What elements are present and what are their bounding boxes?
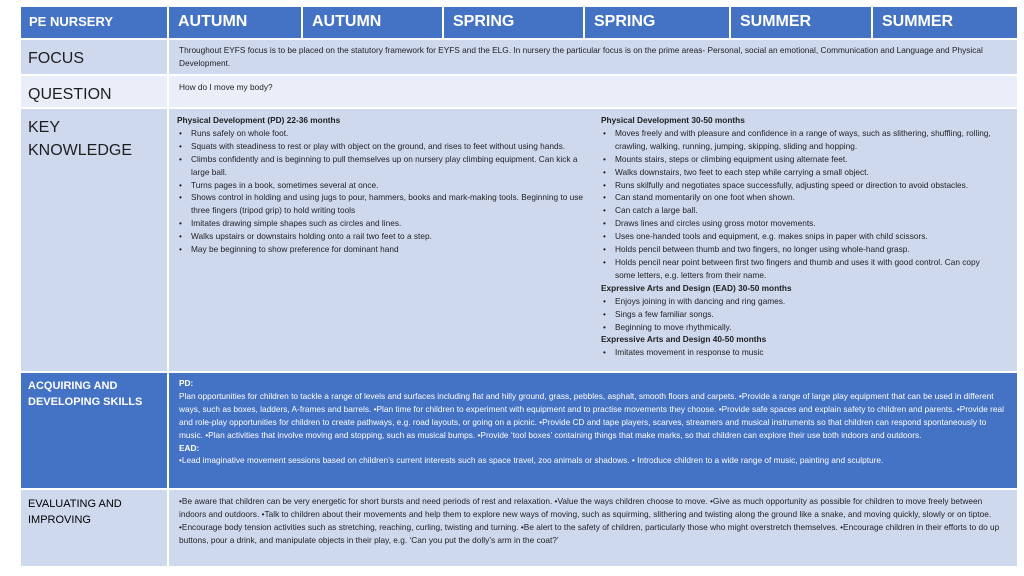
pd-22-36-list bbox=[177, 127, 585, 256]
list-item: • Imitates movement in response to music bbox=[601, 346, 999, 359]
list-item: • Turns pages in a book, sometimes several at once. bbox=[177, 179, 585, 192]
question-text: How do I move my body? bbox=[179, 82, 273, 92]
acquiring-pd-text: Plan opportunities for children to tackle a range of levels and surfaces including flat and hilly ground, grass, pebbles, asphalt, smooth floors and carpets. •Provide a range of large play equipment that can be used in different ways, such as boxes, ladders, A-frames and barrels. •Plan time for children to experiment with equipment and to practise movements they choose. •Provide safe spaces and explain safety to children and parents. •Provide real and role-play opportunities for children to create pathways, e.g. road layouts, or going on a picnic. •Provide CD and tape players, scarves, streamers and musical instruments so that children can respond spontaneously to music. •Plan activities that involve moving and stopping, such as musical bumps. •Provide ‘tool boxes’ containing things that make marks, so that children can explore their use both indoors and outdoors. bbox=[179, 390, 1005, 440]
term-spring-1: SPRING bbox=[444, 7, 585, 38]
list-item: • Sings a few familiar songs. bbox=[601, 308, 999, 321]
term-summer-2: SUMMER bbox=[882, 13, 954, 30]
list-item: • Moves freely and with pleasure and confidence in a range of ways, such as slithering, shuffling, rolling, crawling, walking, running, jumping, skipping, sliding and hopping. bbox=[601, 127, 999, 153]
list-item: • Draws lines and circles using gross motor movements. bbox=[601, 217, 999, 230]
acquiring-label: ACQUIRING AND DEVELOPING SKILLS bbox=[21, 373, 169, 488]
list-item: • Imitates drawing simple shapes such as circles and lines. bbox=[177, 217, 585, 230]
list-item: • Climbs confidently and is beginning to pull themselves up on nursery play climbing equipment. Can kick a large ball. bbox=[177, 153, 585, 179]
header-row bbox=[21, 7, 1017, 40]
list-item: • Runs safely on whole foot. bbox=[177, 127, 585, 140]
list-item: • Runs skilfully and negotiates space successfully, adjusting speed or direction to avoid obstacles. bbox=[601, 179, 999, 192]
acquiring-row bbox=[21, 373, 1017, 490]
list-item: • Walks upstairs or downstairs holding onto a rail two feet to a step. bbox=[177, 230, 585, 243]
list-item: • Squats with steadiness to rest or play with object on the ground, and rises to feet without using hands. bbox=[177, 140, 585, 153]
key-knowledge-label: KEY KNOWLEDGE bbox=[21, 109, 169, 371]
pd-30-50-title: Physical Development 30-50 months bbox=[601, 115, 745, 125]
list-item: • Walks downstairs, two feet to each step while carrying a small object. bbox=[601, 166, 999, 179]
term-summer-1: SUMMER bbox=[731, 7, 873, 38]
acquiring-ead-title: EAD: bbox=[179, 442, 200, 453]
key-knowledge-row bbox=[21, 109, 1017, 373]
evaluating-text: •Be aware that children can be very energetic for short bursts and need periods of rest and relaxation. •Value the ways children choose to move. •Give as much opportunity as possible for children to move freely between indoors and outdoors. •Talk to children about their movements and help them to explore new ways of moving, such as squirming, slithering and twisting along the ground like a snake, and moving quickly, slowly or on tiptoe. •Encourage body tension activities such as stretching, reaching, curling, twisting and turning. •Be alert to the safety of children, particularly those who might overstretch themselves. •Encourage children in their efforts to do up buttons, pour a drink, and manipulate objects in their play, e.g. ‘Can you put the dolly’s arm in the coat?’ bbox=[179, 496, 1000, 545]
key-knowledge-right bbox=[593, 109, 1017, 371]
question-label: QUESTION bbox=[21, 76, 169, 107]
term-autumn-1: AUTUMN bbox=[169, 7, 303, 38]
question-row bbox=[21, 76, 1017, 109]
term-spring-2: SPRING bbox=[585, 7, 731, 38]
list-item: • Enjoys joining in with dancing and ring games. bbox=[601, 295, 999, 308]
focus-label: FOCUS bbox=[21, 40, 169, 74]
list-item: • Can catch a large ball. bbox=[601, 204, 999, 217]
focus-text: Throughout EYFS focus is to be placed on the statutory framework for EYFS and the ELG. In nursery the particular focus is on the prime areas- Personal, social an emotional, Communication and Language and Physical Development. bbox=[179, 45, 983, 68]
evaluating-label: EVALUATING AND IMPROVING bbox=[21, 490, 169, 566]
focus-row bbox=[21, 40, 1017, 76]
ead-40-50-title: Expressive Arts and Design 40-50 months bbox=[601, 334, 767, 345]
term-autumn-2: AUTUMN bbox=[303, 7, 444, 38]
list-item: • May be beginning to show preference for dominant hand bbox=[177, 243, 585, 256]
ead-30-50-title: Expressive Arts and Design (EAD) 30-50 months bbox=[601, 282, 792, 293]
header-label: PE NURSERY bbox=[21, 7, 169, 38]
ead-30-50-list bbox=[601, 295, 999, 334]
list-item: • Mounts stairs, steps or climbing equipment using alternate feet. bbox=[601, 153, 999, 166]
ead-40-50-list bbox=[601, 346, 999, 359]
list-item: • Beginning to move rhythmically. bbox=[601, 321, 999, 334]
evaluating-row bbox=[21, 490, 1017, 566]
acquiring-ead-text: •Lead imaginative movement sessions based on children’s current interests such as space travel, zoo animals or shadows. • Introduce children to a wide range of music, painting and sculpture. bbox=[179, 455, 884, 466]
pe-nursery-table bbox=[21, 7, 1017, 566]
pd-22-36-title: Physical Development (PD) 22-36 months bbox=[177, 115, 341, 125]
list-item: • Holds pencil between thumb and two fingers, no longer using whole-hand grasp. bbox=[601, 243, 999, 256]
pd-30-50-list bbox=[601, 127, 999, 282]
list-item: • Can stand momentarily on one foot when shown. bbox=[601, 191, 999, 204]
list-item: • Shows control in holding and using jugs to pour, hammers, books and mark-making tools. Beginning to use three fingers (tripod grip) to hold writing tools bbox=[177, 191, 585, 217]
list-item: • Holds pencil near point between first two fingers and thumb and uses it with good control. Can copy some letters, e.g. letters from their name. bbox=[601, 256, 999, 282]
key-knowledge-left bbox=[169, 109, 593, 371]
acquiring-content bbox=[169, 373, 1017, 488]
acquiring-pd-title: PD: bbox=[179, 378, 194, 388]
list-item: • Uses one-handed tools and equipment, e.g. makes snips in paper with child scissors. bbox=[601, 230, 999, 243]
